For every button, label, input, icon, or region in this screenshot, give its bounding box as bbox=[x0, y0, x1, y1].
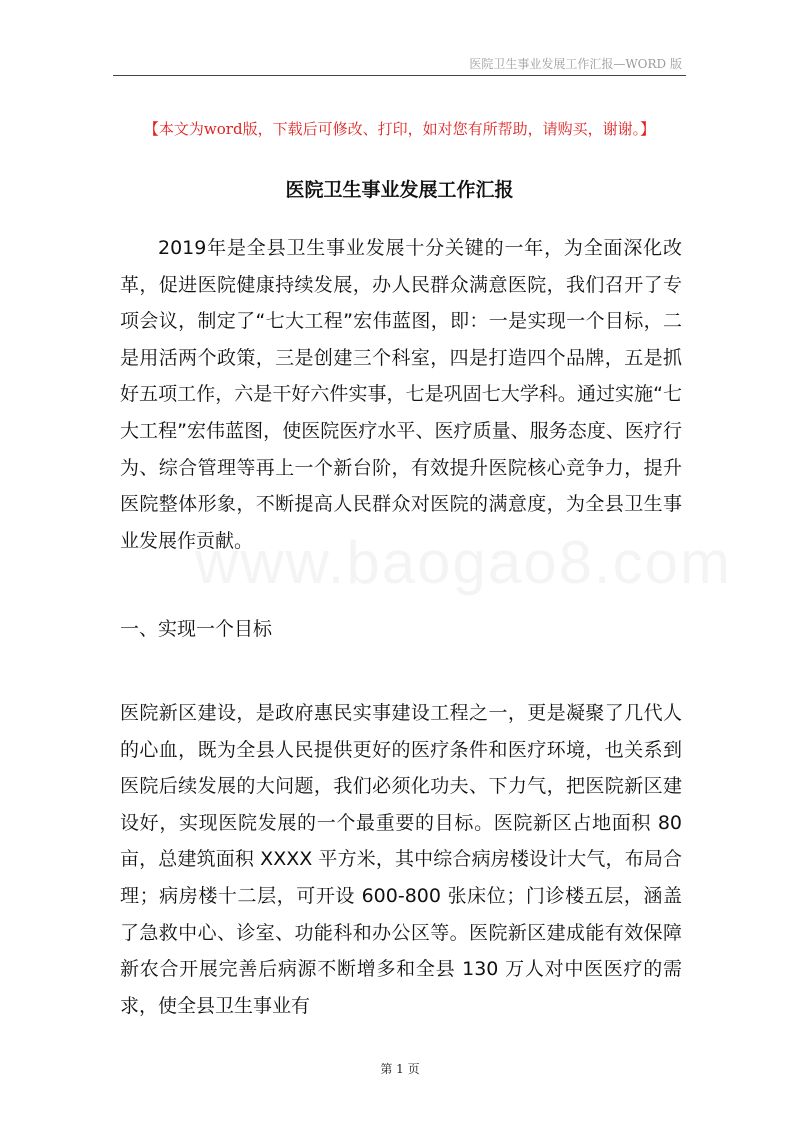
purchase-notice: 【本文为word版，下载后可修改、打印，如对您有所帮助，请购买，谢谢。】 bbox=[143, 120, 656, 138]
page-number: 第 1 页 bbox=[380, 1062, 420, 1076]
header-divider bbox=[113, 75, 686, 76]
intro-paragraph: 2019年是全县卫生事业发展十分关键的一年，为全面深化改革，促进医院健康持续发展，办人民群众满意医院，我们召开了专项会议，制定了“七大工程”宏伟蓝图，即：一是实现一个目标，二是用活两个政策，三是创建三个科室，四是打造四个品牌，五是抓好五项工作，六是干好六件实事，七是巩固七大学科。通过实施“七大工程”宏伟蓝图，使医院医疗水平、医疗质量、服务态度、医疗行为、综合管理等再上一个新台阶，有效提升医院核心竞争力，提升医院整体形象，不断提高人民群众对医院的满意度，为全县卫生事业发展作贡献。 bbox=[120, 237, 682, 552]
section-paragraph: 医院新区建设，是政府惠民实事建设工程之一，更是凝聚了几代人的心血，既为全县人民提供更好的医疗条件和医疗环境，也关系到医院后续发展的大问题，我们必须化功夫、下力气，把医院新区建设好，实现医院发展的一个最重要的目标。医院新区占地面积 80 亩，总建筑面积 XXXX 平方米，其中综合病房楼设计大气，布局合理；病房楼十二层，可开设 600-800 张床位；门诊楼五层，涵盖了急救中心、诊室、功能科和办公区等。医院新区建成能有效保障新农合开展完善后病源不断增多和全县 130 万人对中医医疗的需求，使全县卫生事业有 bbox=[120, 702, 682, 1017]
document-title: 医院卫生事业发展工作汇报 bbox=[285, 179, 514, 201]
watermark bbox=[195, 528, 732, 597]
section-heading: 一、实现一个目标 bbox=[120, 618, 273, 640]
running-header: 医院卫生事业发展工作汇报—WORD 版 bbox=[469, 57, 682, 71]
